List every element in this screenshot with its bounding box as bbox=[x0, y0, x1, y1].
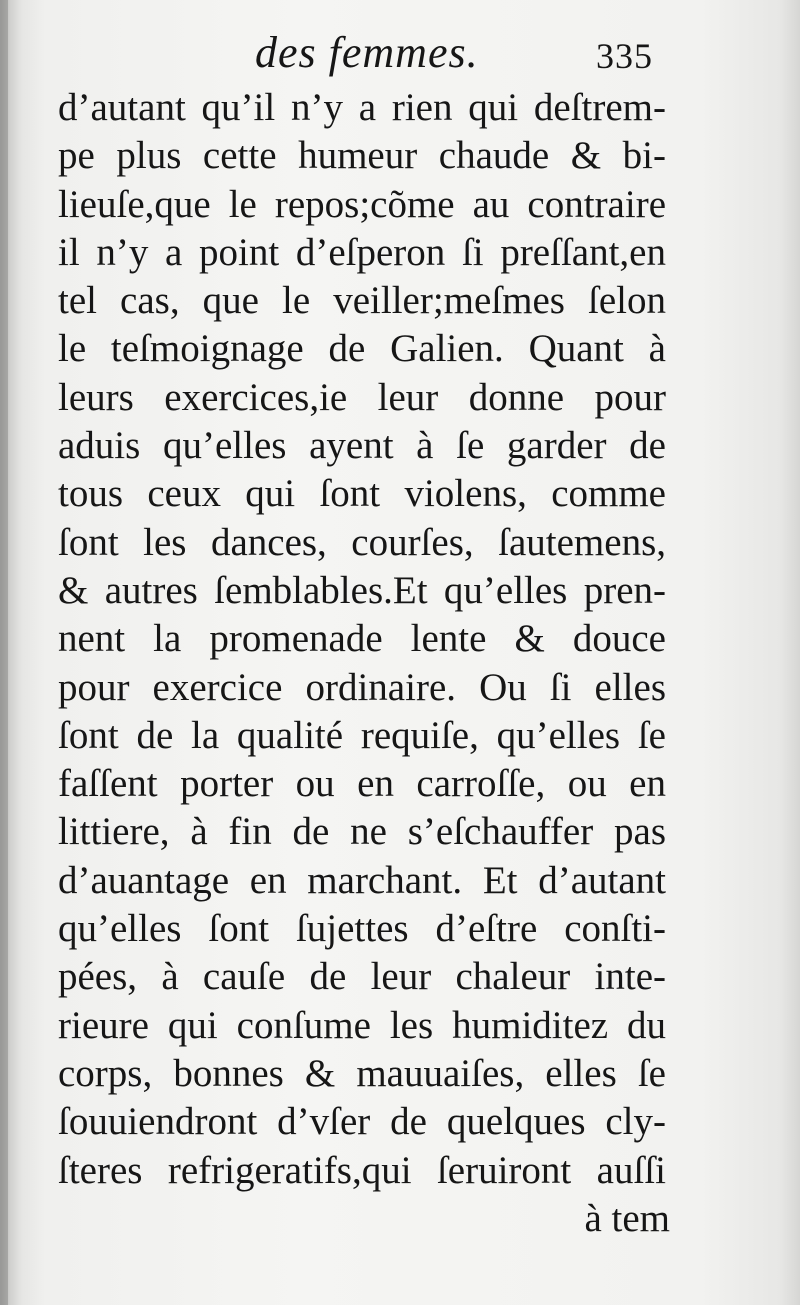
text-line: ſont les dances, courſes, ſautemens, bbox=[58, 520, 666, 564]
running-head bbox=[0, 28, 800, 78]
text-line: pour exercice ordinaire. Ou ſi elles bbox=[58, 665, 666, 709]
catchword: à tem bbox=[584, 1196, 670, 1240]
text-line: il n’y a point d’eſperon ſi preſſant,en bbox=[58, 230, 666, 274]
text-line: lieuſe,que le repos;cõme au contraire bbox=[58, 182, 666, 226]
text-line: le teſmoignage de Galien. Quant à bbox=[58, 327, 666, 371]
text-line: qu’elles ſont ſujettes d’eſtre conſti- bbox=[58, 907, 666, 951]
text-line: rieure qui conſume les humiditez du bbox=[58, 1003, 666, 1047]
text-line: nent la promenade lente & douce bbox=[58, 617, 666, 661]
page-gutter-shadow bbox=[0, 0, 8, 1305]
text-line: faſſent porter ou en carroſſe, ou en bbox=[58, 762, 666, 806]
text-line: ſouuiendront d’vſer de quelques cly- bbox=[58, 1100, 666, 1144]
text-line: d’auantage en marchant. Et d’autant bbox=[58, 858, 666, 902]
text-line: ſteres refrigeratifs,qui ſeruiront auſſi bbox=[58, 1148, 666, 1192]
body-text bbox=[58, 84, 678, 1243]
text-line: pées, à cauſe de leur chaleur inte- bbox=[58, 955, 666, 999]
text-line: corps, bonnes & mauuaiſes, elles ſe bbox=[58, 1051, 666, 1095]
page-number: 335 bbox=[596, 36, 653, 76]
text-line: tous ceux qui ſont violens, comme bbox=[58, 472, 666, 516]
text-line: littiere, à fin de ne s’eſchauffer pas bbox=[58, 810, 666, 854]
text-line: leurs exercices,ie leur donne pour bbox=[58, 375, 666, 419]
text-line: tel cas, que le veiller;meſmes ſelon bbox=[58, 279, 666, 323]
text-line: ſont de la qualité requiſe, qu’elles ſe bbox=[58, 713, 666, 757]
running-head-title: des femmes. bbox=[255, 28, 479, 77]
text-line: pe plus cette humeur chaude & bi- bbox=[58, 134, 666, 178]
text-line: & autres ſemblables.Et qu’elles pren- bbox=[58, 568, 666, 612]
text-line: d’autant qu’il n’y a rien qui deſtrem- bbox=[58, 86, 666, 129]
text-line: aduis qu’elles ayent à ſe garder de bbox=[58, 424, 666, 468]
